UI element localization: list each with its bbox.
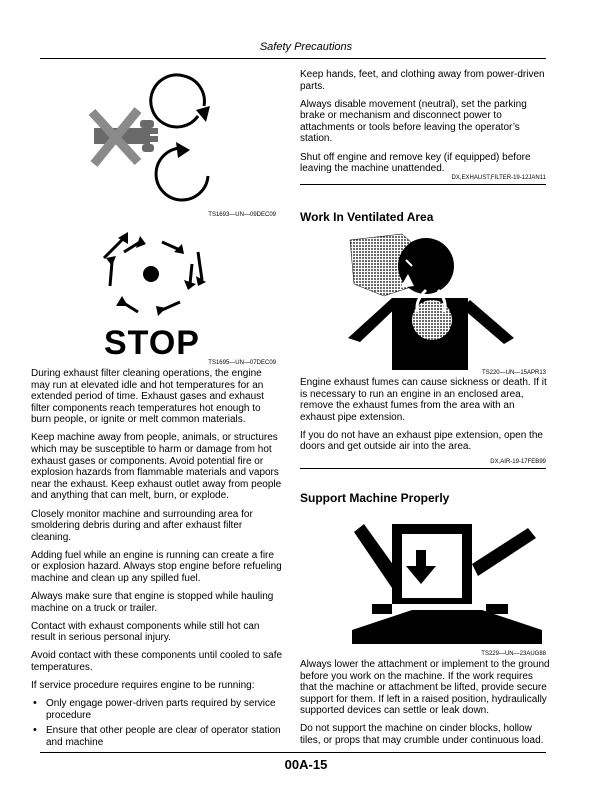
exhaust-fumes-icon bbox=[344, 230, 540, 370]
rotation-arrows-icon bbox=[84, 222, 214, 326]
paragraph: Keep machine away from people, animals, or structures which may be susceptible to harm or damage from hot exhaust gases or components. Avoid potential fire or explosion hazards from flammable materials and vapors near the exhaust. Keep exhaust outlet away from people and anything that can melt, burn, or explode. bbox=[31, 432, 282, 502]
figure-caption: TS1693—UN—09DEC09 bbox=[208, 212, 276, 218]
reference-code: DX,EXHAUST,FILTER-19-12JAN11 bbox=[451, 175, 546, 181]
figure-caption: TS229—UN—23AUG88 bbox=[481, 651, 546, 657]
paragraph: If you do not have an exhaust pipe extension, open the doors and get outside air into the area. bbox=[300, 429, 543, 453]
paragraph: Closely monitor machine and surrounding area for smoldering debris during and after exhaust filter cleaning. bbox=[31, 508, 253, 543]
section-divider bbox=[300, 184, 546, 185]
paragraph: Do not support the machine on cinder blocks, hollow tiles, or props that may crumble under continuous load. bbox=[300, 723, 544, 747]
rotating-parts-hand-icon bbox=[80, 66, 220, 210]
page-header: Safety Precautions bbox=[259, 41, 353, 53]
bullet-list bbox=[31, 698, 283, 748]
section-divider bbox=[300, 468, 546, 469]
list-item: • Only engage power-driven parts required by service procedure bbox=[31, 698, 283, 721]
paragraph: Avoid contact with these components until cooled to safe temperatures. bbox=[31, 650, 283, 674]
figure-caption: TS220—UN—15APR13 bbox=[481, 370, 546, 376]
right-top-text bbox=[300, 69, 552, 181]
page-number: 00A-15 bbox=[284, 757, 328, 772]
left-column-text bbox=[31, 368, 283, 753]
paragraph: Always lower the attachment or implement to the ground before you work on the machine. If the work requires that the machine or attachment be lifted, provide secure support for them. If left in a raised position, hydraulically supported devices can settle or leak down. bbox=[300, 659, 550, 717]
figure-caption: TS1695—UN—07DEC09 bbox=[208, 360, 276, 366]
section-title-ventilated: Work In Ventilated Area bbox=[300, 210, 434, 224]
support-text bbox=[300, 659, 552, 753]
paragraph: Adding fuel while an engine is running can create a fire or explosion hazard. Always stop engine before refueling machine and clean up any spilled fuel. bbox=[31, 549, 282, 584]
paragraph: Always make sure that engine is stopped while hauling machine on a truck or trailer. bbox=[31, 591, 274, 614]
paragraph: If service procedure requires engine to be running: bbox=[31, 680, 255, 692]
header-rule bbox=[40, 58, 546, 59]
footer-rule bbox=[40, 752, 546, 753]
paragraph: During exhaust filter cleaning operations, the engine may run at elevated idle and hot temperatures for an extended period of time. Exhaust gases and exhaust filter components reach temperatures hot enough to burn people, or ignite or melt common materials. bbox=[31, 368, 264, 426]
list-item: • Ensure that other people are clear of operator station and machine bbox=[31, 725, 283, 748]
crush-hazard-icon bbox=[352, 510, 542, 650]
stop-label: STOP bbox=[104, 324, 200, 362]
section-title-support: Support Machine Properly bbox=[300, 491, 450, 505]
paragraph: Engine exhaust fumes can cause sickness or death. If it is necessary to run an engine in an enclosed area, remove the exhaust fumes from the area with an exhaust pipe extension. bbox=[300, 377, 547, 423]
ventilated-text bbox=[300, 377, 552, 460]
reference-code: DX,AIR-19-17FEB99 bbox=[490, 459, 546, 465]
paragraph: Shut off engine and remove key (if equipped) before leaving the machine unattended. bbox=[300, 151, 531, 175]
paragraph: Keep hands, feet, and clothing away from power-driven parts. bbox=[300, 69, 545, 92]
paragraph: Contact with exhaust components while still hot can result in serious personal injury. bbox=[31, 620, 260, 644]
paragraph: Always disable movement (neutral), set the parking brake or mechanism and disconnect power to attachments or tools before leaving the operator’s station. bbox=[300, 98, 527, 145]
